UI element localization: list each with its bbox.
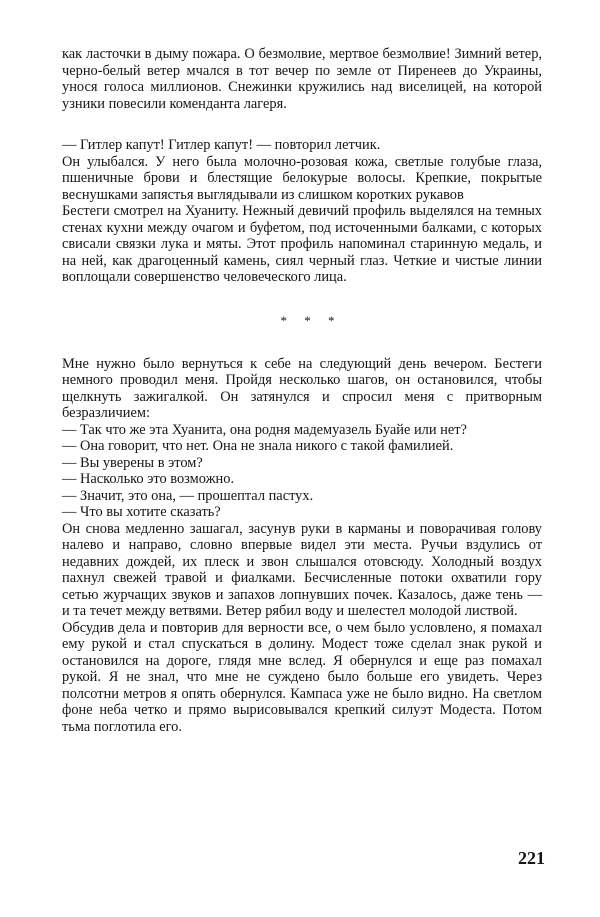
- blank-space: [62, 112, 542, 137]
- paragraph: Он улыбался. У него была молочно-розовая кожа, светлые голубые глаза, пшеничные брови и блестящие белокурые волосы. Крепкие, покрытые веснушками запястья выглядывали из слишком коротких рукавов: [62, 153, 542, 203]
- page-number: 221: [518, 848, 545, 868]
- paragraph: Бестеги смотрел на Хуаниту. Нежный девичий профиль выделялся на темных стенах кухни между очагом и буфетом, под источенными балками, с которых свисали связки лука и мяты. Этот профиль напоминал старинную медаль, и на ней, как драгоценный камень, сиял черный глаз. Четкие и чистые линии воплощали совершенство человеческого лица.: [62, 203, 542, 285]
- paragraph: Обсудив дела и повторив для верности все, о чем было условлено, я помахал ему рукой и стал спускаться в долину. Модест тоже сделал знак рукой и остановился на дороге, глядя мне вслед. Я обернулся и еще раз помахал рукой. Я не знал, что мне не суждено было больше его увидеть. Через полсотни метров я опять обернулся. Кампаса уже не было видно. На светлом фоне неба четко и прямо вырисовывался крепкий силуэт Модеста. Потом тьма поглотила его.: [62, 619, 542, 735]
- paragraph: как ласточки в дыму пожара. О безмолвие, мертвое безмолвие! Зимний ветер, черно-белый ветер мчался в тот вечер по земле от Пиренеев до Украины, унося голоса миллионов. Снежинки кружились над виселицей, на которой узники повесили коменданта лагеря.: [62, 46, 542, 112]
- paragraph: — Значит, это она, — прошептал пастух.: [62, 487, 314, 504]
- paragraph: Он снова медленно зашагал, засунув руки в карманы и поворачивая голову налево и направо, словно впервые видел эти места. Ручьи вздулись от недавних дождей, их плеск и звон слышался отовсюду. Холодный воздух пахнул свежей травой и фиалками. Бесчисленные потоки охватили гору сетью журчащих звуков и запахов лопнувших почек. Казалось, даже тень — и та течет между ветвями. Ветер рябил воду и шелестел молодой листвой.: [62, 520, 542, 619]
- blank-space: [62, 329, 542, 356]
- paragraph: — Гитлер капут! Гитлер капут! — повторил летчик.: [62, 137, 381, 153]
- paragraph: Мне нужно было вернуться к себе на следующий день вечером. Бестеги немного проводил меня. Пройдя несколько шагов, он остановился, чтобы щелкнуть зажигалкой. Он затянулся и спросил меня с притворным безразличием:: [62, 355, 542, 421]
- blank-space: [62, 286, 542, 313]
- paragraph: — Так что же эта Хуанита, она родня мадемуазель Буайе или нет?: [62, 421, 467, 438]
- section-separator: * * *: [280, 312, 342, 328]
- paragraph: — Вы уверены в этом?: [62, 454, 203, 471]
- paragraph: — Что вы хотите сказать?: [62, 504, 221, 520]
- page-text: [62, 46, 542, 735]
- paragraph: — Она говорит, что нет. Она не знала никого с такой фамилией.: [62, 438, 454, 454]
- paragraph: — Насколько это возможно.: [62, 471, 235, 487]
